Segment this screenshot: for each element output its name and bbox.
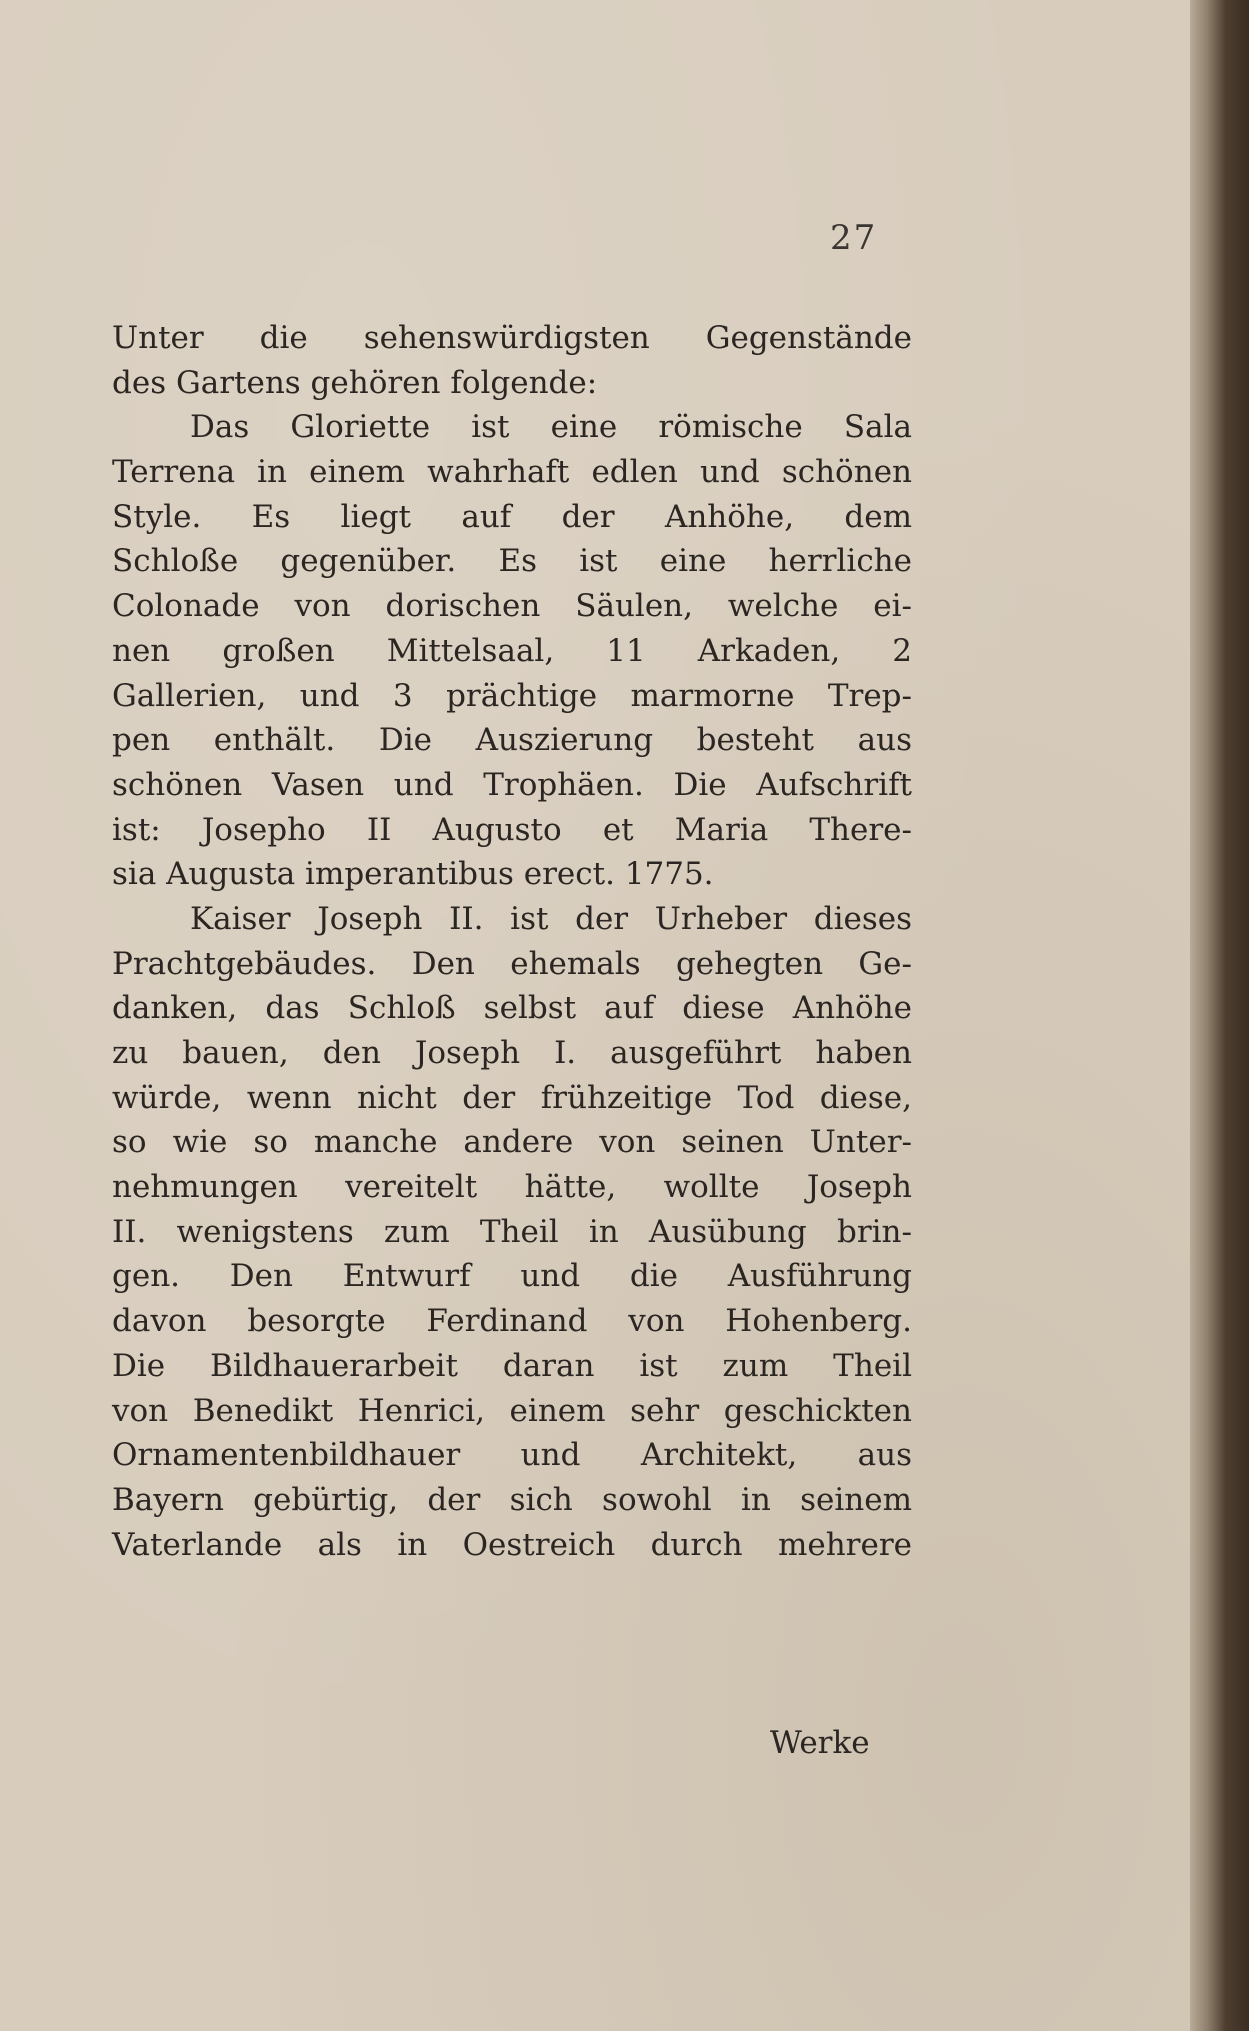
text-line: würde, wenn nicht der frühzeitige Tod diese, — [112, 1079, 912, 1116]
text-line: pen enthält. Die Auszierung besteht aus — [112, 722, 912, 759]
text-line: Ornamentenbildhauer und Architekt, aus — [112, 1437, 912, 1474]
text-line: Bayern gebürtig, der sich sowohl in seinem — [112, 1481, 912, 1518]
text-line: Colonade von dorischen Säulen, welche ei- — [112, 588, 912, 625]
text-line: danken, das Schloß selbst auf diese Anhöhe — [112, 990, 912, 1027]
text-line: von Benedikt Henrici, einem sehr geschickten — [112, 1392, 912, 1429]
catchword: Werke — [770, 1725, 870, 1761]
text-line: ist: Josepho II Augusto et Maria There- — [112, 811, 912, 848]
text-line: nen großen Mittelsaal, 11 Arkaden, 2 — [112, 632, 912, 669]
text-line: Die Bildhauerarbeit daran ist zum Theil — [112, 1347, 912, 1384]
text-line: so wie so manche andere von seinen Unter- — [112, 1124, 912, 1161]
text-line: Vaterlande als in Oestreich durch mehrere — [112, 1526, 912, 1563]
page-number: 27 — [830, 218, 878, 258]
page-edge — [1190, 0, 1249, 2031]
text-line: Terrena in einem wahrhaft edlen und schönen — [112, 454, 912, 491]
text-line: sia Augusta imperantibus erect. 1775. — [112, 856, 714, 893]
text-line: Prachtgebäudes. Den ehemals gehegten Ge- — [112, 945, 912, 982]
text-line: Kaiser Joseph II. ist der Urheber dieses — [190, 900, 912, 937]
text-line: schönen Vasen und Trophäen. Die Aufschrift — [112, 766, 912, 803]
text-line: Style. Es liegt auf der Anhöhe, dem — [112, 498, 912, 535]
text-line: Das Gloriette ist eine römische Sala — [190, 409, 912, 446]
text-line: II. wenigstens zum Theil in Ausübung brin- — [112, 1213, 912, 1250]
text-line: Schloße gegenüber. Es ist eine herrliche — [112, 543, 912, 580]
text-line: Gallerien, und 3 prächtige marmorne Trep- — [112, 677, 912, 714]
text-line: davon besorgte Ferdinand von Hohenberg. — [112, 1303, 912, 1340]
text-line: gen. Den Entwurf und die Ausführung — [112, 1258, 912, 1295]
text-line: Unter die sehenswürdigsten Gegenstände — [112, 320, 912, 356]
text-line: des Gartens gehören folgende: — [112, 364, 598, 401]
text-line: zu bauen, den Joseph I. ausgeführt haben — [112, 1035, 912, 1071]
body-text — [112, 316, 912, 1567]
text-line: nehmungen vereitelt hätte, wollte Joseph — [112, 1169, 912, 1206]
